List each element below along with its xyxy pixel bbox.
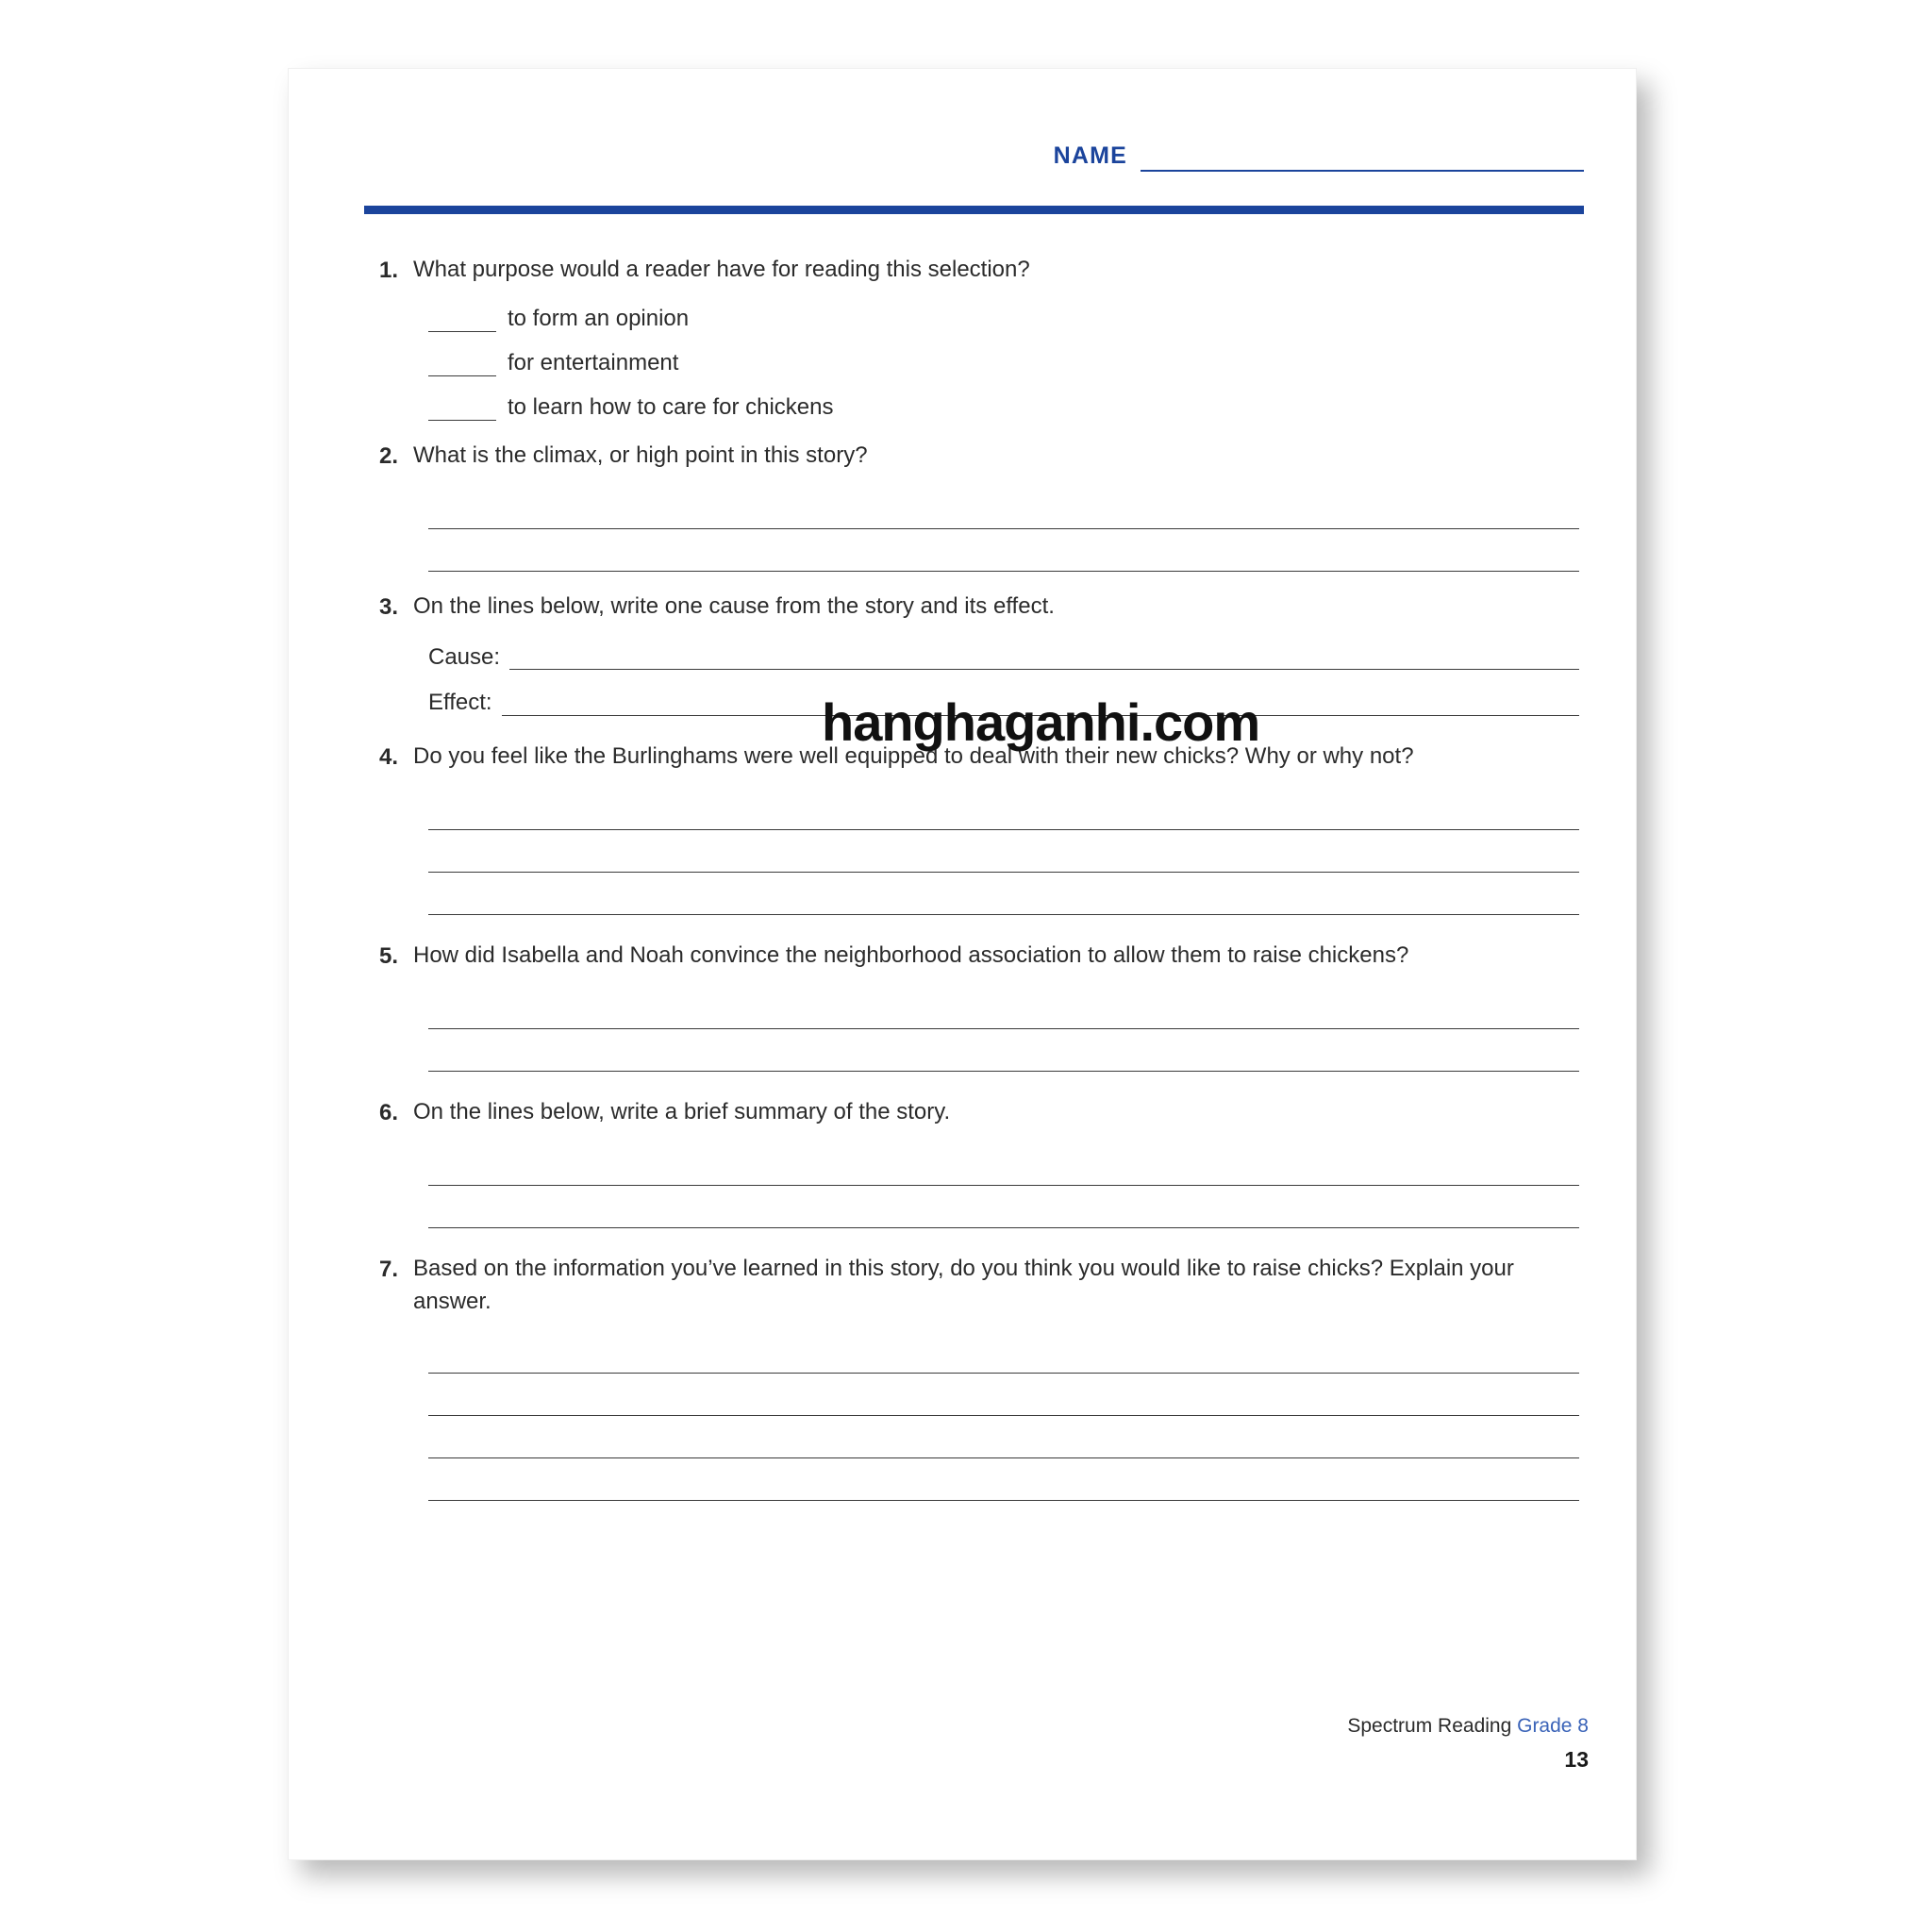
answer-lines: [428, 487, 1579, 572]
footer-series-line: [1347, 1715, 1589, 1738]
name-label: NAME: [1053, 142, 1127, 169]
answer-line[interactable]: [428, 1186, 1579, 1228]
question-number: 6.: [378, 1099, 398, 1125]
question-item: [364, 1253, 1589, 1319]
question-number: 1.: [378, 258, 398, 283]
question-number: 5.: [378, 942, 398, 969]
choice-blank[interactable]: [428, 360, 496, 376]
answer-line[interactable]: [428, 1029, 1579, 1072]
question-item: [364, 591, 1589, 625]
answer-line[interactable]: [428, 1331, 1579, 1374]
question-text: What is the climax, or high point in this story?: [413, 442, 868, 468]
answer-line[interactable]: [428, 1416, 1579, 1458]
cause-label: Cause:: [428, 644, 501, 670]
answer-lines: [428, 1143, 1579, 1228]
questions-list: [359, 214, 1589, 1501]
answer-lines: [428, 1331, 1579, 1501]
worksheet-page: [288, 68, 1637, 1860]
question-number: 3.: [378, 594, 398, 620]
answer-lines: [428, 788, 1579, 915]
cause-row: [428, 645, 1579, 670]
footer-series: Spectrum Reading: [1347, 1715, 1518, 1737]
answer-line[interactable]: [428, 1374, 1579, 1416]
choice-label: to learn how to care for chickens: [508, 394, 834, 420]
cause-input-line[interactable]: [509, 650, 1579, 670]
choice-label: to form an opinion: [508, 306, 690, 331]
choice-item[interactable]: [428, 394, 1589, 421]
answer-line[interactable]: [428, 788, 1579, 830]
page-footer: [1347, 1715, 1589, 1773]
name-row: [359, 69, 1589, 172]
choice-item[interactable]: [428, 306, 1589, 332]
effect-label: Effect:: [428, 690, 492, 716]
answer-line[interactable]: [428, 529, 1579, 572]
answer-line[interactable]: [428, 487, 1579, 529]
question-number: 7.: [378, 1256, 398, 1282]
answer-lines: [428, 987, 1579, 1072]
question-item: [364, 254, 1589, 288]
answer-line[interactable]: [428, 830, 1579, 873]
answer-line[interactable]: [428, 1143, 1579, 1186]
choice-blank[interactable]: [428, 405, 496, 421]
name-input-line[interactable]: [1141, 169, 1584, 172]
question-number: 4.: [378, 743, 398, 770]
footer-grade: Grade 8: [1517, 1715, 1589, 1737]
choice-blank[interactable]: [428, 316, 496, 332]
question-text: How did Isabella and Noah convince the neighborhood association to allow them to raise chickens?: [413, 941, 1409, 968]
question-text: On the lines below, write a brief summary of the story.: [413, 1098, 951, 1124]
question-text: Do you feel like the Burlinghams were well equipped to deal with their new chicks? Why or why not?: [413, 742, 1414, 769]
answer-line[interactable]: [428, 873, 1579, 915]
choice-label: for entertainment: [508, 350, 679, 375]
question-text: On the lines below, write one cause from the story and its effect.: [413, 593, 1055, 619]
choice-item[interactable]: [428, 350, 1589, 376]
question-text: Based on the information you’ve learned in this story, do you think you would like to raise chicks? Explain your answer.: [413, 1255, 1514, 1314]
answer-line[interactable]: [428, 1458, 1579, 1501]
question-item: [364, 1096, 1589, 1130]
question-item: [364, 940, 1589, 974]
header-divider-bar: [364, 206, 1584, 214]
page-number: 13: [1564, 1747, 1589, 1772]
question-number: 2.: [378, 443, 398, 469]
question-item: [364, 440, 1589, 474]
worksheet-content: [289, 69, 1636, 1859]
question-text: What purpose would a reader have for reading this selection?: [413, 257, 1030, 282]
answer-line[interactable]: [428, 987, 1579, 1029]
choice-list: [428, 306, 1589, 421]
watermark-text: hanghaganhi.com: [822, 692, 1260, 752]
